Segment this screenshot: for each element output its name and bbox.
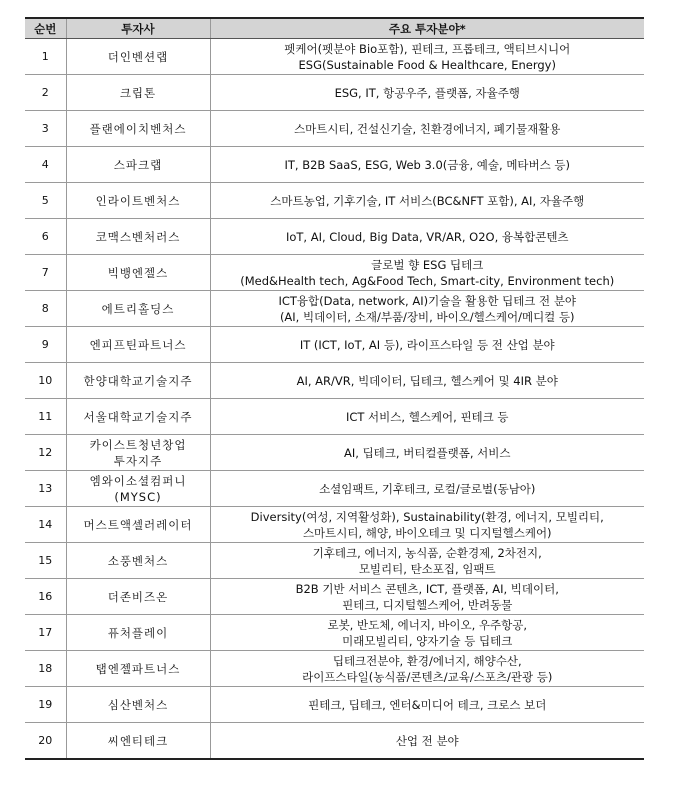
investment-focus-line: 핀테크, 딥테크, 엔터&미디어 테크, 크로스 보더 [308,697,547,712]
investment-focus-line: 미래모빌리티, 양자기술 등 딥테크 [342,633,513,648]
investor-table [25,17,644,760]
investment-focus [210,219,644,255]
row-number: 9 [25,327,66,363]
investment-focus-line: 산업 전 분야 [395,733,459,748]
investment-focus [210,183,644,219]
row-number: 19 [25,687,66,723]
investment-focus-line: 라이프스타일(농식품/콘텐츠/교육/스포츠/관광 등) [302,669,553,684]
investor-name-line: (MYSC) [114,489,162,504]
investor-name [66,435,210,471]
investment-focus [210,363,644,399]
investor-name [66,147,210,183]
investment-focus [210,435,644,471]
table-row [25,687,644,723]
row-number: 2 [25,75,66,111]
investment-focus [210,255,644,291]
investment-focus-line: 글로벌 향 ESG 딥테크 [371,257,484,272]
row-number: 15 [25,543,66,579]
table-row [25,327,644,363]
row-number: 7 [25,255,66,291]
row-number: 16 [25,579,66,615]
investor-name [66,651,210,687]
table-row [25,579,644,615]
table-row [25,471,644,507]
investor-name [66,615,210,651]
investor-name-line: 심산벤처스 [107,697,169,712]
investor-name [66,75,210,111]
row-number: 8 [25,291,66,327]
investor-name [66,543,210,579]
investment-focus [210,651,644,687]
investment-focus-line: 딥테크전분야, 환경/에너지, 해양수산, [332,653,522,668]
investor-name [66,471,210,507]
table-row [25,363,644,399]
table-row [25,147,644,183]
investor-name-line: 코맥스벤처러스 [95,229,181,244]
investment-focus-line: (Med&Health tech, Ag&Food Tech, Smart-city, Environment tech) [240,273,615,288]
investment-focus-line: Diversity(여성, 지역활성화), Sustainability(환경, 에너지, 모빌리티, [250,509,604,524]
investment-focus-line: 스마트시티, 건설신기술, 친환경에너지, 폐기물재활용 [294,121,561,136]
table-row [25,39,644,75]
investment-focus-line: 소셜임팩트, 기후테크, 로컬/글로벌(동남아) [319,481,536,496]
investment-focus [210,147,644,183]
table-row [25,615,644,651]
investment-focus-line: AI, 딥테크, 버티컬플랫폼, 서비스 [344,445,511,460]
header-focus: 주요 투자분야* [210,18,644,39]
investment-focus [210,723,644,760]
investment-focus [210,543,644,579]
row-number: 1 [25,39,66,75]
investor-name [66,687,210,723]
investor-name-line: 크립톤 [119,85,157,100]
investor-name [66,327,210,363]
investment-focus-line: ICT융합(Data, network, AI)기술을 활용한 딥테크 전 분야 [278,293,577,308]
row-number: 4 [25,147,66,183]
investment-focus-line: 펫케어(펫분야 Bio포함), 핀테크, 프롭테크, 액티브시니어 [284,41,571,56]
table-row [25,111,644,147]
investor-name-line: 투자지주 [113,453,163,468]
investment-focus-line: IT (ICT, IoT, AI 등), 라이프스타일 등 전 산업 분야 [299,337,555,352]
investment-focus [210,327,644,363]
investment-focus-line: ESG(Sustainable Food & Healthcare, Energy) [298,57,556,72]
investor-name [66,111,210,147]
investment-focus-line: ICT 서비스, 헬스케어, 핀테크 등 [345,409,509,424]
investor-name [66,399,210,435]
investment-focus [210,291,644,327]
row-number: 20 [25,723,66,760]
row-number: 13 [25,471,66,507]
row-number: 11 [25,399,66,435]
investment-focus-line: IoT, AI, Cloud, Big Data, VR/AR, O2O, 융복합콘텐츠 [285,229,569,244]
row-number: 6 [25,219,66,255]
investor-name [66,183,210,219]
row-number: 10 [25,363,66,399]
investor-name-line: 더존비즈온 [107,589,169,604]
table-header-row [25,18,644,39]
table-row [25,651,644,687]
row-number: 5 [25,183,66,219]
investor-name [66,255,210,291]
investment-focus [210,111,644,147]
header-number: 순번 [25,18,66,39]
investor-name-line: 카이스트청년창업 [89,437,187,452]
row-number: 3 [25,111,66,147]
investor-name-line: 엔피프틴파트너스 [89,337,187,352]
investment-focus [210,399,644,435]
investment-focus-line: IT, B2B SaaS, ESG, Web 3.0(금융, 예술, 메타버스 등) [284,157,571,172]
investment-focus [210,471,644,507]
table-row [25,435,644,471]
investor-name-line: 엠와이소셜컴퍼니 [89,473,187,488]
investment-focus-line: 모빌리티, 탄소포집, 임팩트 [358,561,496,576]
investment-focus-line: 핀테크, 디지털헬스케어, 반려동물 [342,597,513,612]
investor-name-line: 인라이트벤처스 [95,193,181,208]
investment-focus [210,615,644,651]
investment-focus [210,579,644,615]
investment-focus [210,39,644,75]
investment-focus-line: B2B 기반 서비스 콘텐츠, ICT, 플랫폼, AI, 빅데이터, [295,581,559,596]
investor-name-line: 퓨처플레이 [107,625,169,640]
investor-name [66,507,210,543]
table-row [25,183,644,219]
investor-name-line: 씨엔티테크 [107,733,169,748]
investor-name [66,363,210,399]
investor-name [66,723,210,760]
investment-focus-line: 기후테크, 에너지, 농식품, 순환경제, 2차전지, [312,545,542,560]
table-row [25,75,644,111]
investor-name-line: 머스트액셀러레이터 [83,517,193,532]
row-number: 17 [25,615,66,651]
investment-focus [210,507,644,543]
investor-name [66,579,210,615]
investment-focus-line: ESG, IT, 항공우주, 플랫폼, 자율주행 [334,85,520,100]
table-row [25,291,644,327]
investor-name-line: 스파크랩 [113,157,163,172]
investor-name [66,291,210,327]
table-body [25,39,644,760]
table-row [25,543,644,579]
investment-focus-line: 로봇, 반도체, 에너지, 바이오, 우주항공, [327,617,528,632]
row-number: 12 [25,435,66,471]
investor-name-line: 소풍벤처스 [107,553,169,568]
table-row [25,219,644,255]
investor-name [66,39,210,75]
table-row [25,399,644,435]
investor-name [66,219,210,255]
row-number: 14 [25,507,66,543]
investment-focus-line: 스마트시티, 해양, 바이오테크 및 디지털헬스케어) [302,525,552,540]
investor-name-line: 한양대학교기술지주 [83,373,193,388]
table-row [25,255,644,291]
investor-name-line: 빅뱅엔젤스 [107,265,169,280]
table-row [25,507,644,543]
investment-focus [210,75,644,111]
investor-name-line: 탭엔젤파트너스 [95,661,181,676]
row-number: 18 [25,651,66,687]
investment-focus-line: 스마트농업, 기후기술, IT 서비스(BC&NFT 포함), AI, 자율주행 [270,193,585,208]
table-row [25,723,644,760]
investor-name-line: 플랜에이치벤처스 [89,121,187,136]
investment-focus-line: (AI, 빅데이터, 소재/부품/장비, 바이오/헬스케어/메디컬 등) [279,309,575,324]
investor-name-line: 에트리홀딩스 [101,301,175,316]
investment-focus [210,687,644,723]
header-investor: 투자사 [66,18,210,39]
investor-name-line: 서울대학교기술지주 [83,409,193,424]
investor-name-line: 더인벤션랩 [107,49,169,64]
investment-focus-line: AI, AR/VR, 빅데이터, 딥테크, 헬스케어 및 4IR 분야 [296,373,558,388]
